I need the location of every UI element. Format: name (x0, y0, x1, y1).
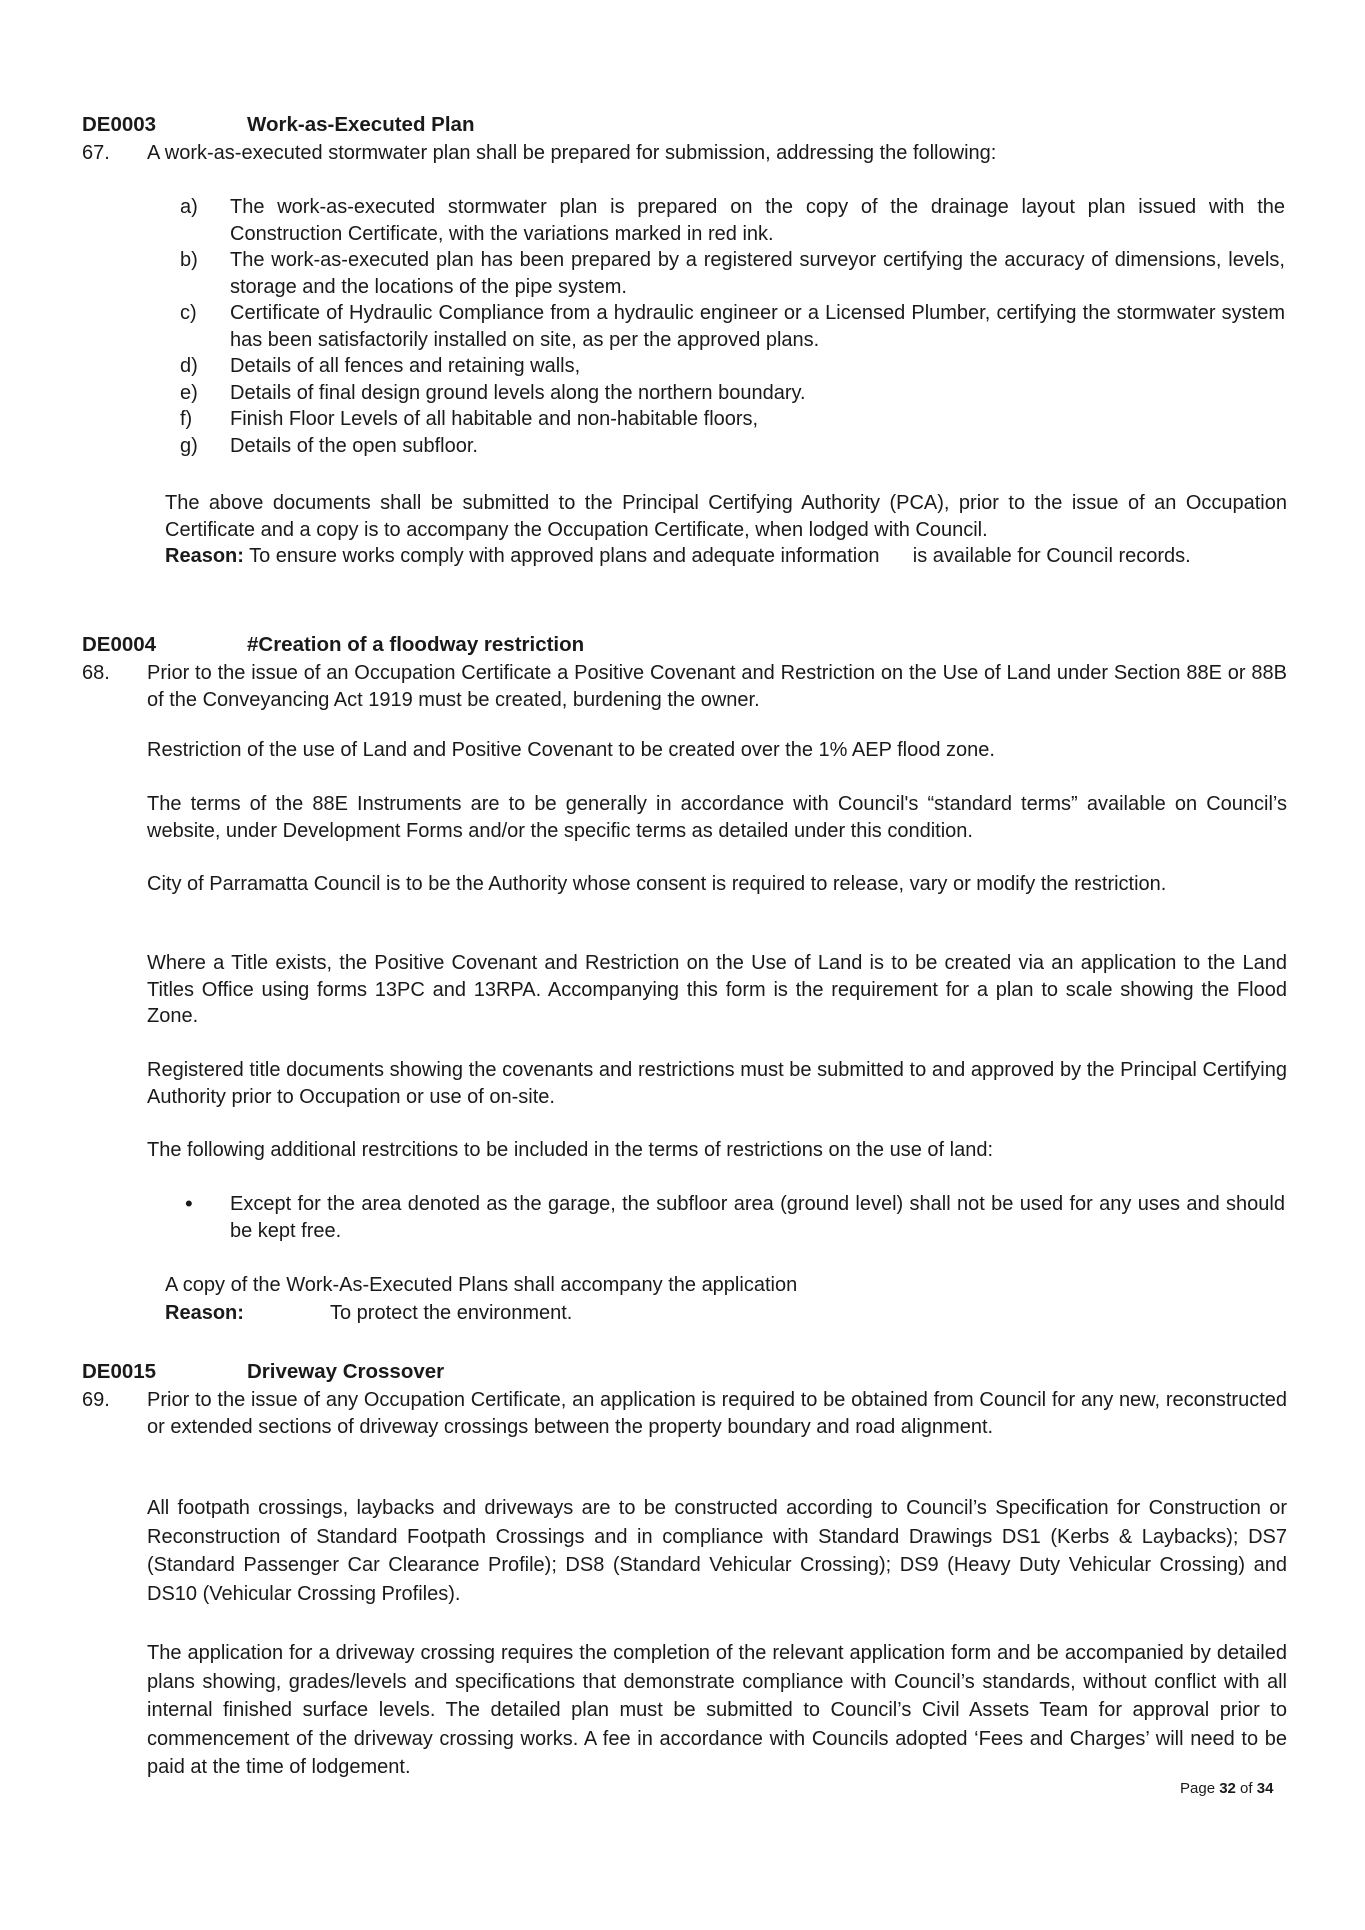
section-code: DE0004 (82, 633, 157, 656)
condition-intro: A work-as-executed stormwater plan shall be prepared for submission, addressing the following: (147, 142, 997, 164)
list-item: b) The work-as-executed plan has been prepared by a registered surveyor certifying the accuracy of dimensions, levels, storage and the locations of the pipe system. (180, 249, 1285, 298)
section-title: Driveway Crossover (247, 1360, 445, 1383)
reason-label: Reason: (165, 545, 244, 567)
paragraph: Prior to the issue of any Occupation Certificate, an application is required to be obtained from Council for any new, reconstructed or extended sections of driveway crossings between the property boundary and road alignment. (147, 1389, 1287, 1438)
closing-text: A copy of the Work-As-Executed Plans shall accompany the application (165, 1274, 798, 1296)
reason-row (165, 1300, 572, 1326)
paragraph: The terms of the 88E Instruments are to be generally in accordance with Council's “standard terms” available on Council’s website, under Development Forms and/or the specific terms as detailed under this condition. (147, 793, 1287, 842)
section-heading-de0015 (82, 1359, 444, 1385)
page-number: 32 (1219, 1780, 1236, 1797)
page-of: of (1235, 1780, 1257, 1797)
reason-text: To ensure works comply with approved plans and adequate information is available for Council records. (249, 545, 1191, 567)
requirement-list (180, 194, 1285, 459)
paragraph: Registered title documents showing the covenants and restrictions must be submitted to and approved by the Principal Certifying Authority prior to Occupation or use of on-site. (147, 1059, 1287, 1108)
bullet-icon: • (185, 1191, 193, 1216)
list-item: c) Certificate of Hydraulic Compliance from a hydraulic engineer or a Licensed Plumber, certifying the stormwater system has been satisfactorily installed on site, as per the approved plans. (180, 302, 1285, 351)
paragraph: City of Parramatta Council is to be the Authority whose consent is required to release, vary or modify the restriction. (147, 873, 1167, 895)
section-code: DE0003 (82, 113, 157, 136)
section-title: #Creation of a floodway restriction (247, 633, 585, 656)
list-item: f) Finish Floor Levels of all habitable and non-habitable floors, (180, 408, 759, 430)
page-footer (1180, 1780, 1273, 1797)
list-item: e) Details of final design ground levels along the northern boundary. (180, 381, 806, 404)
paragraph: Restriction of the use of Land and Positive Covenant to be created over the 1% AEP flood zone. (147, 739, 995, 761)
list-item: a) The work-as-executed stormwater plan is prepared on the copy of the drainage layout plan issued with the Construction Certificate, with the variations marked in red ink. (180, 196, 1285, 245)
submission-paragraph (165, 490, 1287, 570)
section-heading-de0003 (82, 112, 474, 138)
paragraph: The following additional restrcitions to be included in the terms of restrictions on the use of land: (147, 1139, 994, 1161)
restriction-bullet (180, 1191, 1285, 1244)
bullet-text: Except for the area denoted as the garage, the subfloor area (ground level) shall not be used for any uses and should be kept free. (230, 1193, 1285, 1242)
section-code: DE0015 (82, 1360, 157, 1383)
list-item: d) Details of all fences and retaining walls, (180, 355, 581, 377)
reason-label: Reason: (165, 1302, 244, 1324)
page-prefix: Page (1180, 1780, 1220, 1797)
section-title: Work-as-Executed Plan (247, 113, 475, 136)
list-item: g) Details of the open subfloor. (180, 434, 478, 457)
condition-number: 67. (82, 142, 110, 164)
condition-number: 68. (82, 662, 110, 684)
section-heading-de0004 (82, 632, 584, 658)
paragraph: The application for a driveway crossing requires the completion of the relevant application form and be accompanied by detailed plans showing, grades/levels and specifications that demonstrate compliance with Council’s standards, without conflict with all internal finished surface levels. The detailed plan must be submitted to Council’s Civil Assets Team for approval prior to commencement of the driveway crossing works. A fee in accordance with Councils adopted ‘Fees and Charges’ will need to be paid at the time of lodgement. (147, 1642, 1287, 1778)
reason-text: To protect the environment. (330, 1302, 573, 1324)
condition-number: 69. (82, 1389, 110, 1411)
paragraph: Where a Title exists, the Positive Covenant and Restriction on the Use of Land is to be created via an application to the Land Titles Office using forms 13PC and 13RPA. Accompanying this form is the requirement for a plan to scale showing the Flood Zone. (147, 952, 1287, 1027)
paragraph: Prior to the issue of an Occupation Certificate a Positive Covenant and Restriction on the Use of Land under Section 88E or 88B of the Conveyancing Act 1919 must be created, burdening the owner. (147, 662, 1287, 711)
paragraph: All footpath crossings, laybacks and driveways are to be constructed according to Council’s Specification for Construction or Reconstruction of Standard Footpath Crossings and in compliance with Standard Drawings DS1 (Kerbs & Laybacks); DS7 (Standard Passenger Car Clearance Profile); DS8 (Standard Vehicular Crossing); DS9 (Heavy Duty Vehicular Crossing) and DS10 (Vehicular Crossing Profiles). (147, 1497, 1287, 1605)
page-total: 34 (1256, 1780, 1274, 1797)
closing-text: The above documents shall be submitted to the Principal Certifying Authority (PCA), prior to the issue of an Occupation Certificate and a copy is to accompany the Occupation Certificate, when lodged with Council. (165, 492, 1287, 541)
